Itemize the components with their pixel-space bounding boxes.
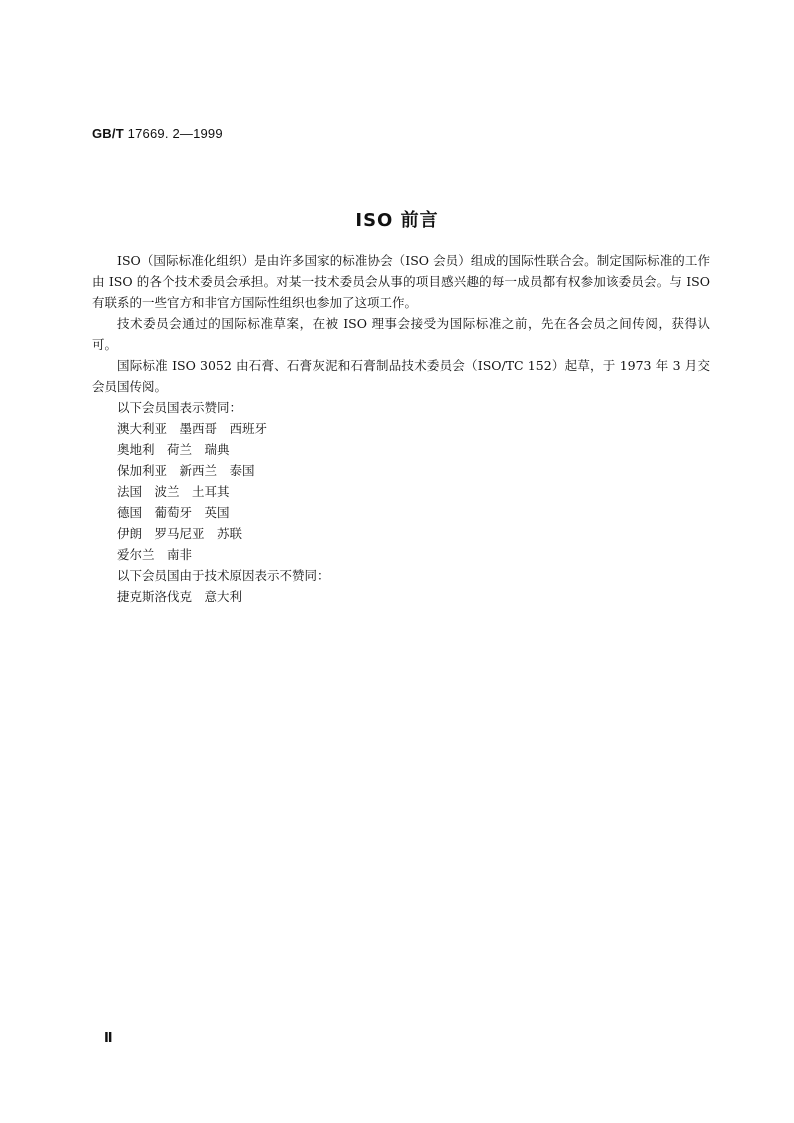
disapprove-heading: 以下会员国由于技术原因表示不赞同： — [117, 568, 330, 583]
page-title: ISO 前言 — [355, 210, 439, 231]
paragraph-draft-approval: 技术委员会通过的国际标准草案，在被 ISO 理事会接受为国际标准之前，先在各会员之间传阅，获得认可。 — [92, 316, 710, 352]
approve-heading: 以下会员国表示赞同： — [117, 400, 243, 415]
approve-row: 伊朗 罗马尼亚 苏联 — [117, 526, 243, 541]
approve-row: 保加利亚 新西兰 泰国 — [117, 463, 255, 478]
approve-row: 德国 葡萄牙 英国 — [117, 505, 230, 520]
approve-row: 法国 波兰 土耳其 — [117, 484, 230, 499]
paragraph-iso-intro: ISO（国际标准化组织）是由许多国家的标准协会（ISO 会员）组成的国际性联合会。制定国际标准的工作由 ISO 的各个技术委员会承担。对某一技术委员会从事的项目感兴趣的每一成员都有权参加该委员会。与 ISO 有联系的一些官方和非官方国际性组织也参加了这项工作。 — [92, 253, 710, 310]
body-text — [92, 250, 710, 607]
disapprove-row: 捷克斯洛伐克 意大利 — [117, 589, 243, 604]
standard-number: 17669. 2—1999 — [123, 126, 223, 141]
approve-row: 澳大利亚 墨西哥 西班牙 — [117, 421, 268, 436]
paragraph-standard-origin: 国际标准 ISO 3052 由石膏、石膏灰泥和石膏制品技术委员会（ISO/TC 152）起草，于 1973 年 3 月交会员国传阅。 — [92, 358, 710, 394]
approve-row: 奥地利 荷兰 瑞典 — [117, 442, 230, 457]
approve-row: 爱尔兰 南非 — [117, 547, 193, 562]
standard-prefix: GB/T — [92, 126, 124, 141]
page-number: Ⅱ — [104, 1030, 113, 1045]
standard-code — [92, 126, 223, 141]
